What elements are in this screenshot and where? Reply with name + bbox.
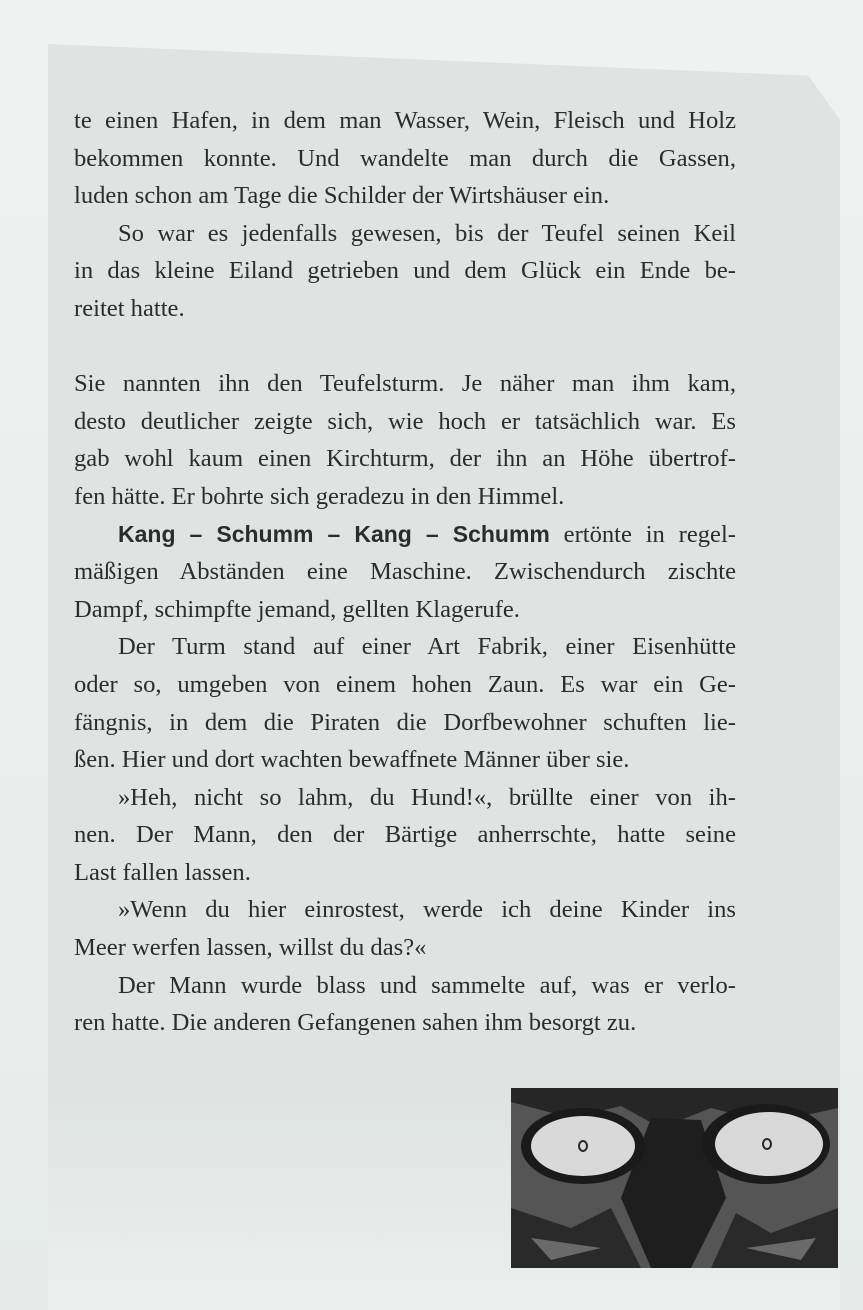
- glowing-eyes-illustration: [511, 1088, 838, 1268]
- text-line: ßen. Hier und dort wachten bewaffnete Männer über sie.: [74, 746, 630, 774]
- text-line: luden schon am Tage die Schilder der Wirtshäuser ein.: [74, 182, 610, 210]
- text-line: desto deutlicher zeigte sich, wie hoch er tatsächlich war. Es: [74, 407, 736, 435]
- text-line: in das kleine Eiland getrieben und dem Glück ein Ende be-: [74, 257, 736, 285]
- text-line: bekommen konnte. Und wandelte man durch die Gassen,: [74, 144, 736, 172]
- onomatopoeia-text: Kang – Schumm – Kang – Schumm: [118, 520, 550, 547]
- eyes-drawing: [511, 1088, 838, 1268]
- text-line: Der Turm stand auf einer Art Fabrik, einer Eisenhütte: [118, 633, 736, 661]
- text-line: »Wenn du hier einrostest, werde ich deine Kinder ins: [118, 896, 736, 924]
- right-eye-white: [715, 1112, 823, 1176]
- text-line: reitet hatte.: [74, 294, 185, 322]
- text-line-rest: ertönte in regel-: [549, 520, 736, 548]
- text-line: Meer werfen lassen, willst du das?«: [74, 934, 427, 962]
- section-break: [74, 328, 736, 366]
- text-line: mäßigen Abständen eine Maschine. Zwischendurch zischte: [74, 558, 736, 586]
- text-line: »Heh, nicht so lahm, du Hund!«, brüllte einer von ih-: [118, 783, 736, 811]
- text-line: fen hätte. Er bohrte sich geradezu in den Himmel.: [74, 482, 565, 510]
- text-line: Dampf, schimpfte jemand, gellten Klagerufe.: [74, 595, 520, 623]
- book-text: [74, 102, 736, 1042]
- text-line: ren hatte. Die anderen Gefangenen sahen ihm besorgt zu.: [74, 1009, 637, 1037]
- left-eye-white: [531, 1116, 635, 1176]
- text-line: So war es jedenfalls gewesen, bis der Teufel seinen Keil: [118, 219, 736, 247]
- text-line: Last fallen lassen.: [74, 858, 251, 886]
- text-line: Sie nannten ihn den Teufelsturm. Je näher man ihm kam,: [74, 370, 736, 398]
- text-line: [74, 516, 736, 554]
- text-line: te einen Hafen, in dem man Wasser, Wein, Fleisch und Holz: [74, 107, 736, 134]
- text-line: gab wohl kaum einen Kirchturm, der ihn an Höhe übertrof-: [74, 445, 736, 473]
- text-line: Der Mann wurde blass und sammelte auf, was er verlo-: [118, 971, 736, 999]
- text-line: nen. Der Mann, den der Bärtige anherrschte, hatte seine: [74, 821, 736, 849]
- text-line: fängnis, in dem die Piraten die Dorfbewohner schuften lie-: [74, 708, 736, 736]
- text-line: oder so, umgeben von einem hohen Zaun. Es war ein Ge-: [74, 670, 736, 698]
